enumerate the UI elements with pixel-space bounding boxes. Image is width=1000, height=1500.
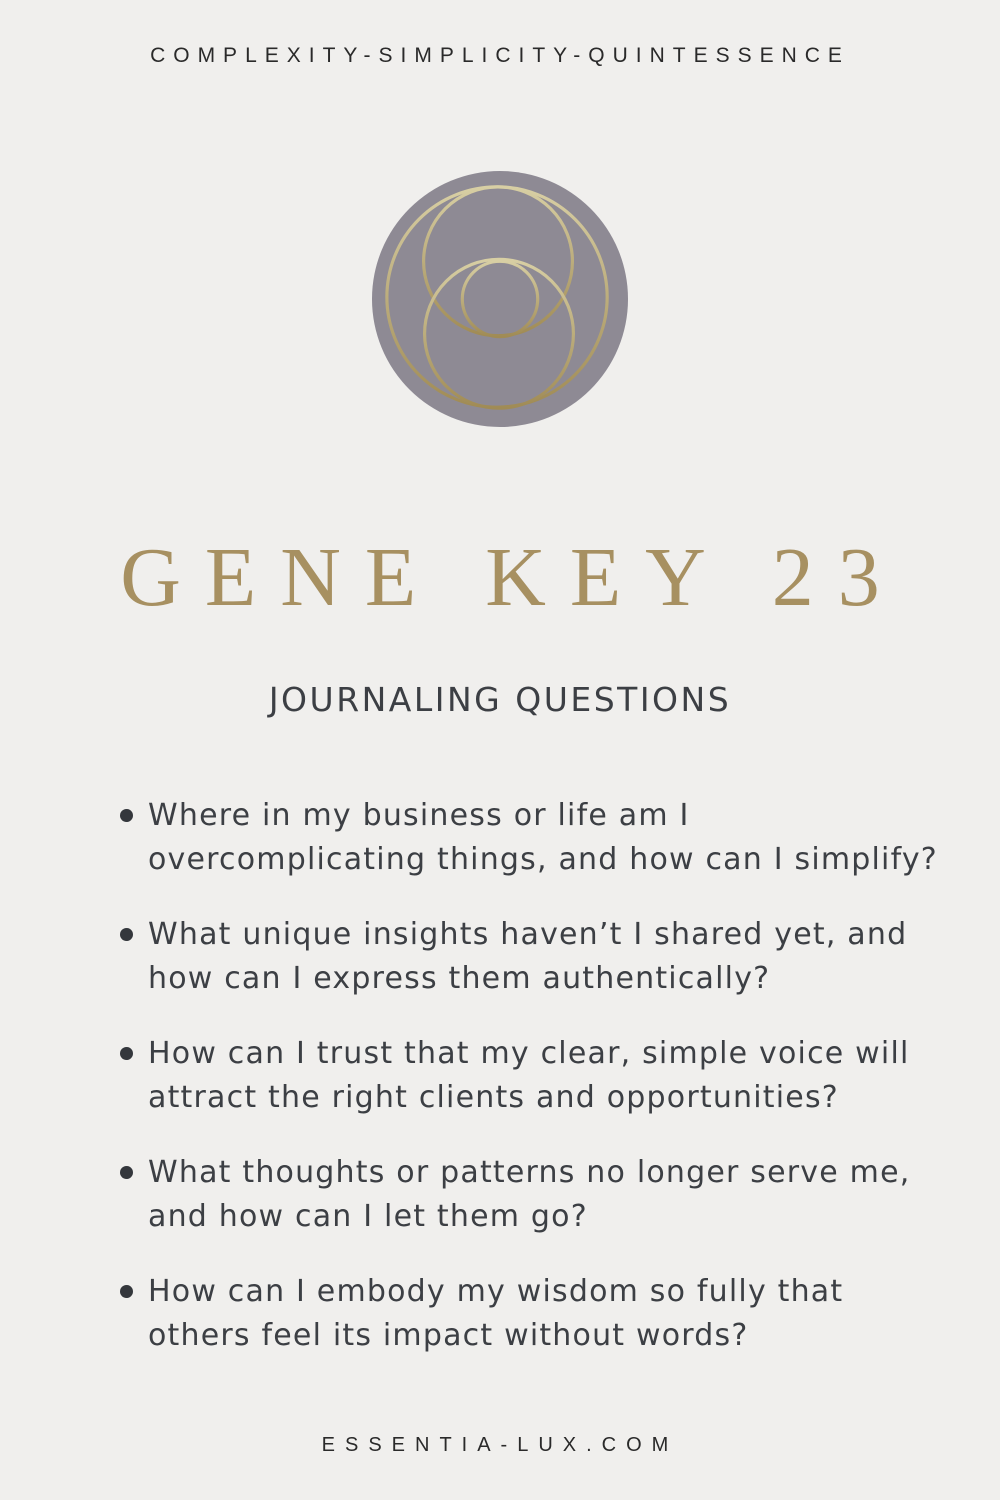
overlapping-circles-logo-icon bbox=[371, 170, 629, 428]
question-text: What unique insights haven’t I shared yet, and how can I express them authentically? bbox=[148, 917, 908, 996]
list-item bbox=[120, 1032, 940, 1120]
list-item bbox=[120, 794, 940, 882]
question-text: How can I embody my wisdom so fully that others feel its impact without words? bbox=[148, 1274, 844, 1353]
journaling-questions-list bbox=[120, 794, 940, 1389]
question-text: What thoughts or patterns no longer serve me, and how can I let them go? bbox=[148, 1155, 911, 1234]
bullet-dot-icon bbox=[120, 1047, 133, 1060]
website-url: ESSENTIA-LUX.COM bbox=[321, 1434, 679, 1456]
list-item bbox=[120, 1151, 940, 1239]
page-subtitle: JOURNALING QUESTIONS bbox=[268, 680, 732, 719]
page-title: GENE KEY 23 bbox=[120, 531, 904, 624]
list-item bbox=[120, 913, 940, 1001]
bullet-dot-icon bbox=[120, 809, 133, 822]
bullet-dot-icon bbox=[120, 1166, 133, 1179]
tagline-text: COMPLEXITY-SIMPLICITY-QUINTESSENCE bbox=[150, 44, 850, 67]
list-item bbox=[120, 1270, 940, 1358]
bullet-dot-icon bbox=[120, 1285, 133, 1298]
logo-disc bbox=[372, 171, 628, 427]
bullet-dot-icon bbox=[120, 928, 133, 941]
question-text: Where in my business or life am I overcomplicating things, and how can I simplify? bbox=[148, 798, 938, 877]
brand-logo bbox=[371, 170, 629, 428]
question-text: How can I trust that my clear, simple voice will attract the right clients and opportunities? bbox=[148, 1036, 910, 1115]
